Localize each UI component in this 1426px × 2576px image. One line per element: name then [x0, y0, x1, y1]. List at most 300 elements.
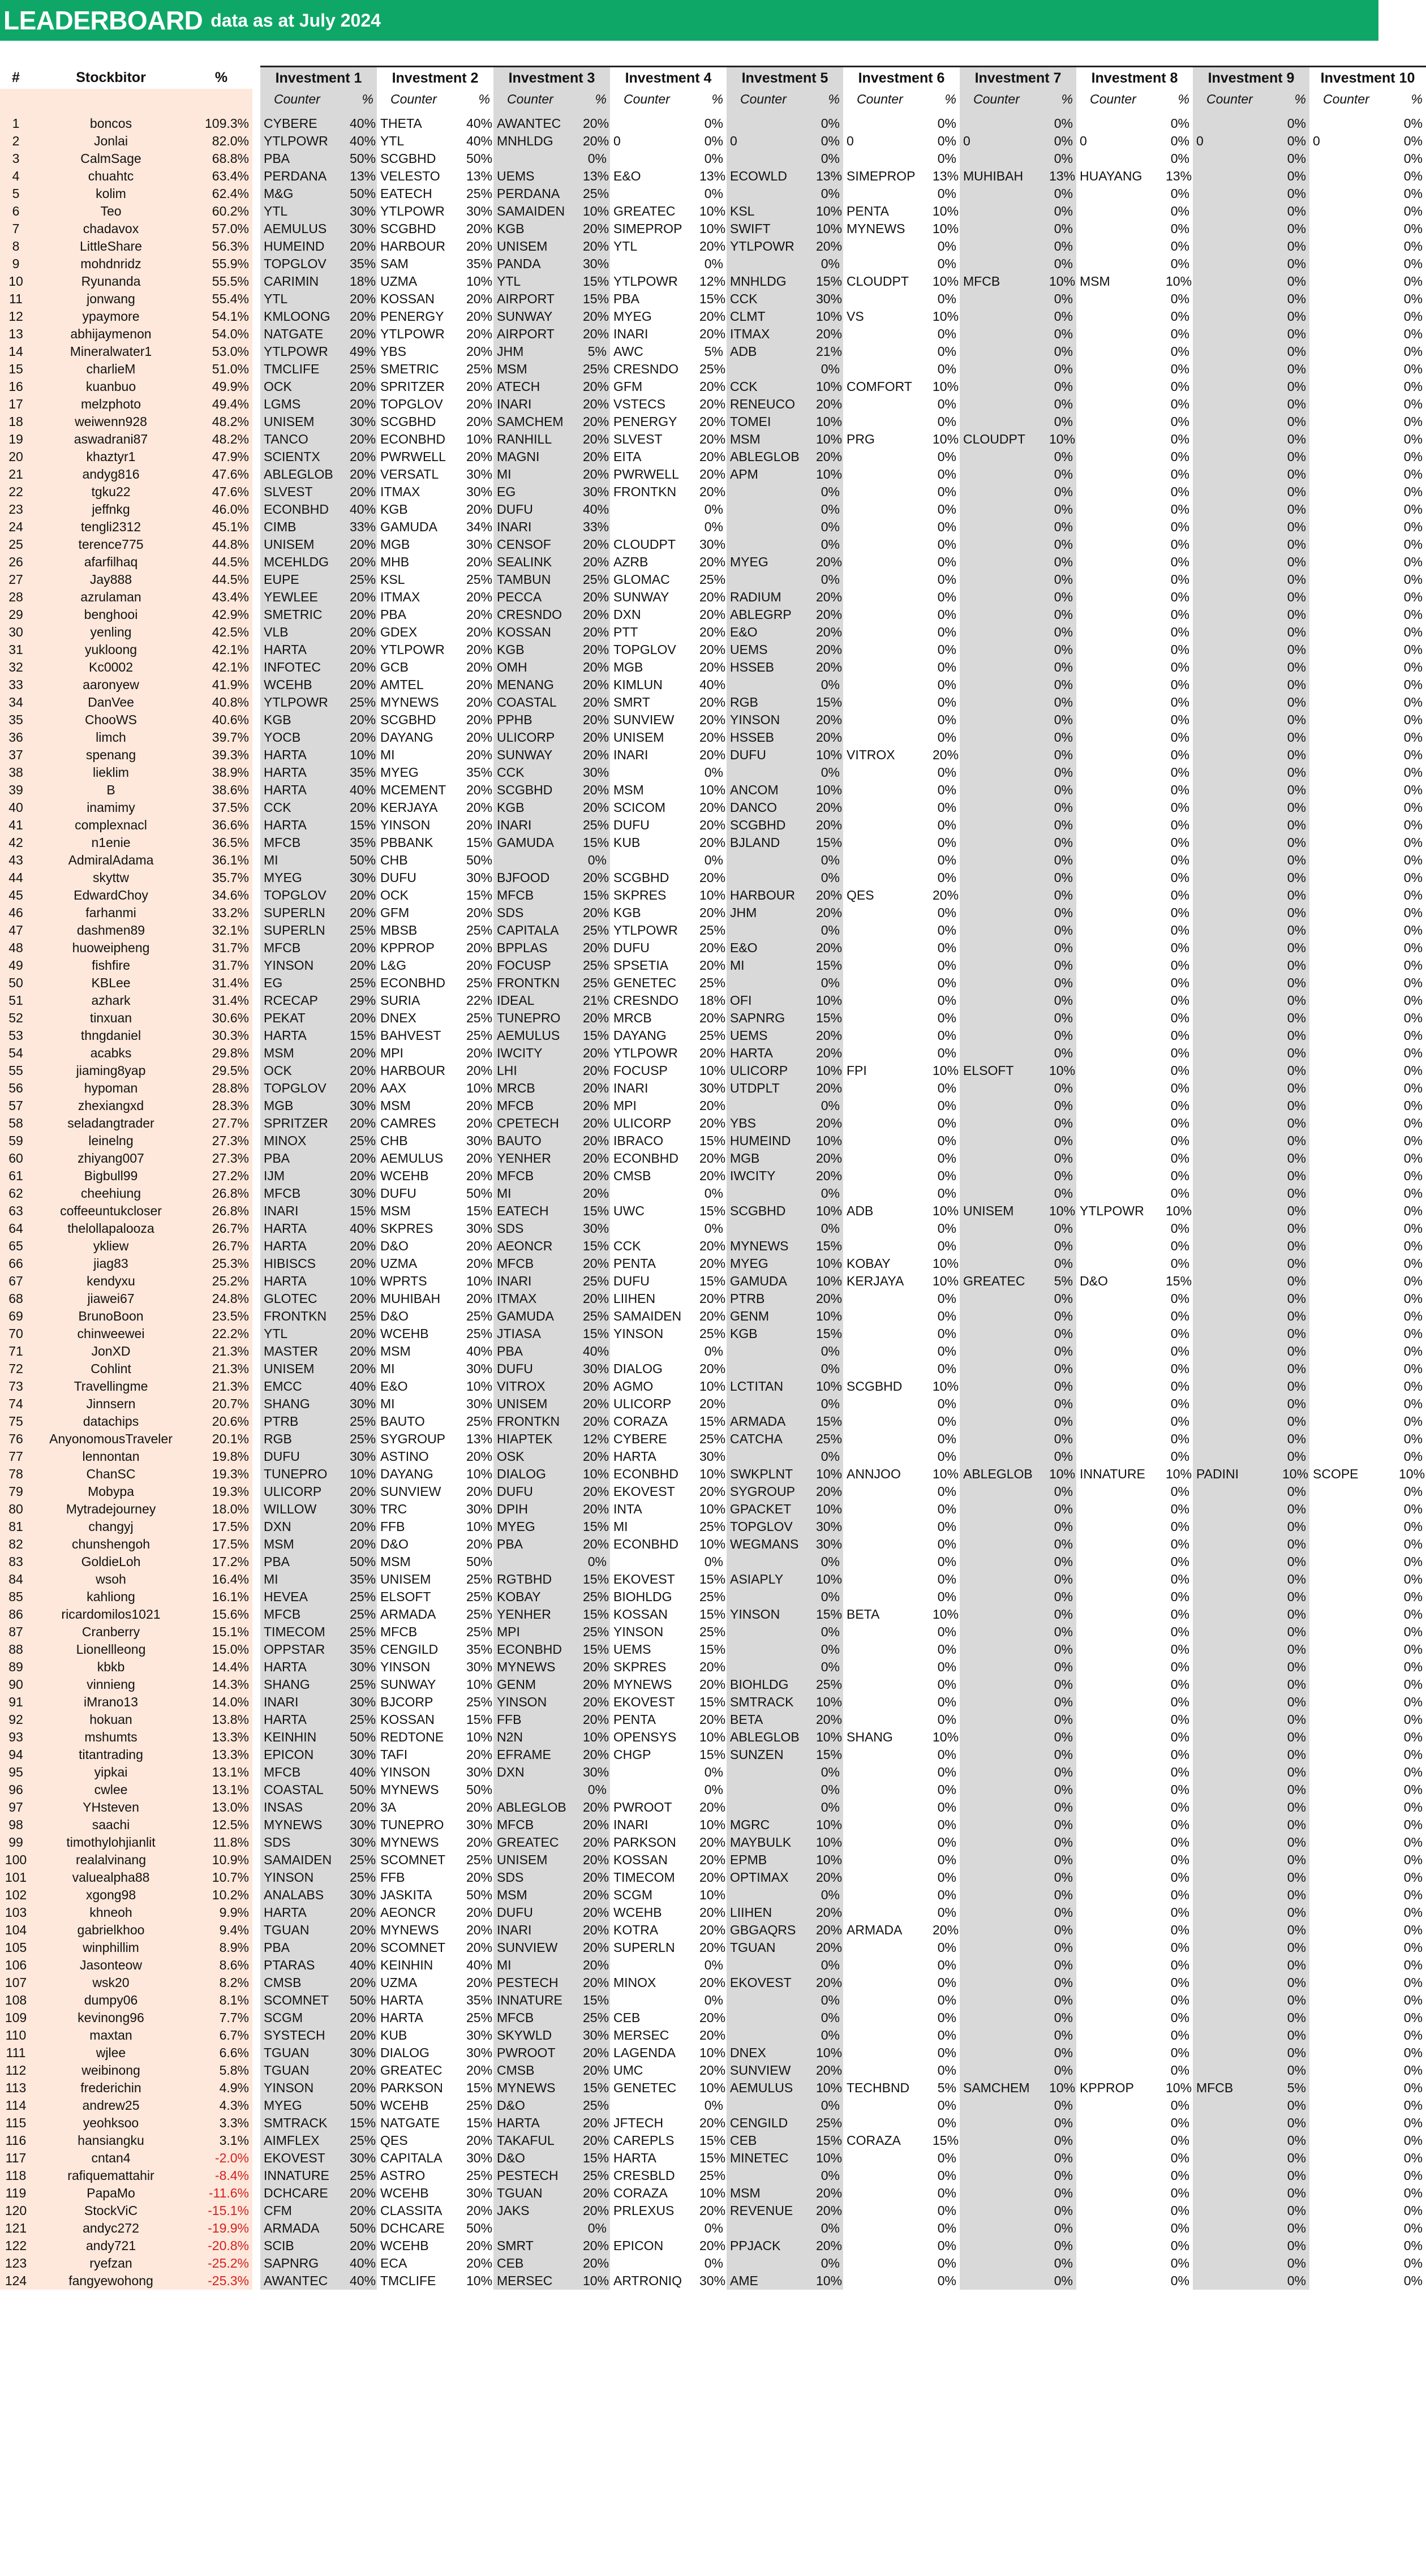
- counter-cell: MSM: [727, 431, 813, 448]
- allocation-cell: 25%: [813, 2114, 843, 2132]
- allocation-cell: 0%: [1403, 1046, 1423, 1060]
- stockbitor-name: fishfire: [32, 957, 190, 974]
- allocation-cell: 10%: [466, 1730, 493, 1744]
- allocation-cell: 0%: [1279, 1325, 1309, 1343]
- counter-cell: [1076, 746, 1162, 764]
- counter-cell: PPJACK: [727, 2237, 813, 2255]
- counter-cell: [727, 150, 813, 167]
- allocation-cell: 0%: [813, 869, 843, 887]
- counter-cell: [1309, 1080, 1395, 1097]
- counter-cell: [960, 571, 1046, 588]
- counter-cell: [1076, 1939, 1162, 1956]
- allocation-cell: 50%: [346, 1781, 377, 1799]
- allocation-cell: 10%: [813, 203, 843, 220]
- header-row-subheaders: [0, 89, 1426, 109]
- counter-cell: CEB: [493, 2255, 579, 2272]
- counter-cell: [1193, 992, 1279, 1009]
- allocation-cell: 0%: [1046, 360, 1076, 378]
- counter-cell: [1309, 1921, 1395, 1939]
- allocation-cell: 0%: [1279, 325, 1309, 343]
- counter-cell: [1193, 1623, 1279, 1641]
- allocation-cell: 0%: [1046, 378, 1076, 395]
- counter-cell: UNISEM: [613, 730, 664, 745]
- allocation-cell: 20%: [579, 676, 610, 694]
- separator-cell: [252, 185, 260, 203]
- allocation-cell: 13%: [346, 167, 377, 185]
- counter-cell: VERSATL: [380, 467, 439, 481]
- allocation-cell: 0%: [937, 572, 956, 587]
- return-cell: 38.6%: [190, 781, 252, 799]
- counter-cell: [1193, 1553, 1279, 1571]
- allocation-cell: 0%: [1403, 2203, 1423, 2218]
- counter-cell: INARI: [493, 816, 579, 834]
- allocation-cell: 0%: [1279, 536, 1309, 553]
- counter-cell: [843, 922, 929, 939]
- counter-cell: [960, 816, 1046, 834]
- stockbitor-name: valuealpha88: [32, 1869, 190, 1886]
- stockbitor-name: frederichin: [32, 2079, 190, 2097]
- counter-cell: [1309, 1448, 1395, 1465]
- counter-cell: [1193, 1974, 1279, 1992]
- stockbitor-name: yeohksoo: [32, 2114, 190, 2132]
- counter-cell: WCEHB: [380, 1168, 429, 1183]
- counter-cell: ABLEGLOB: [493, 1799, 579, 1816]
- counter-cell: [1309, 1360, 1395, 1378]
- allocation-cell: 20%: [579, 781, 610, 799]
- counter-cell: MGRC: [727, 1816, 813, 1834]
- separator-cell: [252, 641, 260, 659]
- stockbitor-name: thngdaniel: [32, 1027, 190, 1044]
- allocation-cell: 0%: [937, 660, 956, 674]
- allocation-cell: 0%: [1279, 1343, 1309, 1360]
- allocation-cell: 0%: [1170, 660, 1189, 674]
- counter-cell: [1193, 360, 1279, 378]
- allocation-cell: 0%: [1403, 1326, 1423, 1341]
- allocation-cell: 0%: [1403, 1063, 1423, 1078]
- separator-cell: [252, 167, 260, 185]
- allocation-cell: 20%: [346, 1360, 377, 1378]
- allocation-cell: 0%: [579, 1781, 610, 1799]
- allocation-cell: 0%: [1279, 729, 1309, 746]
- counter-cell: [843, 290, 929, 308]
- allocation-cell: 20%: [466, 1256, 493, 1271]
- allocation-cell: 0%: [1170, 1923, 1189, 1937]
- allocation-cell: 10%: [699, 221, 726, 236]
- allocation-cell: 0%: [813, 1623, 843, 1641]
- counter-cell: JFTECH: [613, 2115, 664, 2130]
- allocation-cell: 20%: [579, 641, 610, 659]
- counter-cell: SCGBHD: [493, 781, 579, 799]
- counter-cell: [843, 1220, 929, 1237]
- counter-cell: MYEG: [613, 309, 652, 324]
- counter-cell: [960, 904, 1046, 922]
- allocation-cell: 25%: [579, 571, 610, 588]
- counter-cell: YINSON: [260, 1869, 346, 1886]
- counter-cell: [1076, 1816, 1162, 1834]
- counter-cell: [1076, 2044, 1162, 2062]
- allocation-cell: 0%: [1403, 782, 1423, 797]
- allocation-cell: 10%: [933, 1203, 959, 1218]
- counter-cell: [960, 1360, 1046, 1378]
- table-row: [0, 536, 1426, 553]
- counter-cell: [1193, 2272, 1279, 2290]
- rank-cell: 51: [0, 992, 32, 1009]
- counter-cell: [1193, 1325, 1279, 1343]
- counter-cell: [1309, 2027, 1395, 2044]
- allocation-cell: 0%: [1279, 1921, 1309, 1939]
- counter-cell: YINSON: [613, 1624, 664, 1639]
- allocation-cell: 0%: [1046, 1150, 1076, 1167]
- rank-cell: 85: [0, 1588, 32, 1606]
- counter-cell: [1076, 1097, 1162, 1115]
- stockbitor-name: mshumts: [32, 1728, 190, 1746]
- counter-cell: [843, 1308, 929, 1325]
- counter-cell: [843, 2237, 929, 2255]
- counter-cell: GREATEC: [613, 204, 676, 218]
- separator-cell: [252, 1185, 260, 1202]
- allocation-cell: 20%: [579, 2202, 610, 2220]
- table-row: [0, 834, 1426, 852]
- allocation-cell: 0%: [1046, 203, 1076, 220]
- return-cell: 55.5%: [190, 273, 252, 290]
- allocation-cell: 0%: [813, 1764, 843, 1781]
- allocation-cell: 0%: [937, 1677, 956, 1692]
- allocation-cell: 0%: [937, 1081, 956, 1095]
- allocation-cell: 20%: [579, 395, 610, 413]
- counter-cell: [960, 2027, 1046, 2044]
- counter-cell: RGTBHD: [493, 1571, 579, 1588]
- counter-cell: [960, 1308, 1046, 1325]
- allocation-cell: 0%: [1403, 1747, 1423, 1762]
- allocation-cell: 20%: [813, 1167, 843, 1185]
- allocation-cell: 0%: [1279, 641, 1309, 659]
- table-row: [0, 1588, 1426, 1606]
- allocation-cell: 0%: [1403, 1309, 1423, 1323]
- counter-cell: [1193, 1816, 1279, 1834]
- counter-cell: [610, 1185, 696, 1202]
- counter-cell: 0: [847, 134, 854, 148]
- allocation-cell: 0%: [1279, 1115, 1309, 1132]
- allocation-cell: 0%: [937, 1449, 956, 1464]
- allocation-cell: 0%: [1403, 1993, 1423, 2007]
- counter-cell: MSM: [727, 2184, 813, 2202]
- counter-cell: WCEHB: [380, 2098, 429, 2113]
- counter-cell: [1309, 2255, 1395, 2272]
- counter-cell: [1193, 1606, 1279, 1623]
- allocation-cell: 40%: [579, 501, 610, 518]
- counter-cell: DNEX: [380, 1010, 416, 1025]
- counter-cell: HARTA: [260, 781, 346, 799]
- stockbitor-name: chunshengoh: [32, 1536, 190, 1553]
- counter-cell: [1076, 448, 1162, 466]
- allocation-cell: 20%: [466, 730, 493, 745]
- stockbitor-name: tinxuan: [32, 1009, 190, 1027]
- counter-cell: [843, 1518, 929, 1536]
- allocation-cell: 20%: [466, 800, 493, 815]
- allocation-cell: 20%: [699, 607, 726, 622]
- allocation-cell: 10%: [813, 1500, 843, 1518]
- allocation-cell: 20%: [699, 2238, 726, 2253]
- allocation-cell: 30%: [579, 1360, 610, 1378]
- counter-cell: FRONTKN: [613, 484, 677, 499]
- table-row: [0, 1290, 1426, 1308]
- allocation-cell: 25%: [466, 362, 493, 376]
- counter-cell: [1193, 448, 1279, 466]
- allocation-cell: 0%: [937, 1186, 956, 1201]
- allocation-cell: 25%: [579, 360, 610, 378]
- allocation-cell: 0%: [1403, 2080, 1423, 2095]
- allocation-cell: 15%: [579, 290, 610, 308]
- counter-cell: [960, 501, 1046, 518]
- counter-cell: HIBISCS: [260, 1255, 346, 1272]
- allocation-cell: 20%: [466, 1923, 493, 1937]
- allocation-cell: 25%: [579, 2097, 610, 2114]
- counter-cell: MSM: [380, 1344, 411, 1358]
- counter-cell: [960, 939, 1046, 957]
- allocation-cell: 20%: [579, 659, 610, 676]
- counter-cell: ARTRONIQ: [613, 2273, 682, 2288]
- allocation-cell: 30%: [346, 2149, 377, 2167]
- counter-cell: CENGILD: [727, 2114, 813, 2132]
- counter-cell: [843, 1430, 929, 1448]
- rank-cell: 21: [0, 466, 32, 483]
- table-row: [0, 325, 1426, 343]
- stockbitor-name: chuahtc: [32, 167, 190, 185]
- allocation-cell: 20%: [699, 625, 726, 639]
- counter-cell: [843, 360, 929, 378]
- rank-cell: 46: [0, 904, 32, 922]
- rank-cell: 20: [0, 448, 32, 466]
- separator-cell: [252, 1992, 260, 2009]
- allocation-cell: 0%: [1403, 940, 1423, 955]
- allocation-cell: 20%: [346, 606, 377, 623]
- counter-cell: [1076, 1325, 1162, 1343]
- allocation-cell: 20%: [579, 1886, 610, 1904]
- allocation-cell: 20%: [466, 502, 493, 517]
- separator-cell: [252, 1939, 260, 1956]
- counter-cell: YTLPOWR: [260, 132, 346, 150]
- counter-cell: [1309, 1132, 1395, 1150]
- counter-cell: RANHILL: [493, 431, 579, 448]
- stockbitor-name: hokuan: [32, 1711, 190, 1728]
- allocation-cell: 0%: [1170, 1659, 1189, 1674]
- allocation-cell: 0%: [1046, 2220, 1076, 2237]
- stockbitor-name: boncos: [32, 115, 190, 132]
- counter-cell: UTDPLT: [727, 1080, 813, 1097]
- allocation-cell: 0%: [1170, 519, 1189, 534]
- allocation-cell: 30%: [346, 1834, 377, 1851]
- table-row: [0, 1886, 1426, 1904]
- counter-cell: [1193, 483, 1279, 501]
- rank-cell: 31: [0, 641, 32, 659]
- allocation-cell: 20%: [466, 1449, 493, 1464]
- table-row: [0, 483, 1426, 501]
- table-row: [0, 1483, 1426, 1500]
- allocation-cell: 0%: [1170, 1712, 1189, 1727]
- allocation-cell: 15%: [933, 2133, 959, 2148]
- allocation-cell: 0%: [1403, 554, 1423, 569]
- counter-cell: PARKSON: [380, 2080, 443, 2095]
- allocation-cell: 20%: [579, 606, 610, 623]
- stockbitor-name: CalmSage: [32, 150, 190, 167]
- allocation-cell: 0%: [1170, 712, 1189, 727]
- counter-cell: [1309, 1536, 1395, 1553]
- counter-cell: FFB: [380, 1519, 405, 1534]
- counter-cell: SUNVIEW: [380, 1484, 441, 1499]
- allocation-cell: 50%: [466, 1186, 493, 1201]
- counter-cell: BAUTO: [380, 1414, 425, 1429]
- allocation-cell: 0%: [1279, 2184, 1309, 2202]
- counter-cell: [960, 1676, 1046, 1693]
- counter-cell: BJCORP: [380, 1695, 433, 1709]
- counter-cell: EKOVEST: [613, 1484, 675, 1499]
- allocation-cell: 20%: [466, 449, 493, 464]
- counter-cell: SAMCHEM: [960, 2079, 1046, 2097]
- rank-cell: 96: [0, 1781, 32, 1799]
- return-cell: 39.7%: [190, 729, 252, 746]
- allocation-cell: 0%: [1279, 1044, 1309, 1062]
- allocation-cell: 40%: [466, 134, 493, 148]
- counter-cell: [727, 764, 813, 781]
- stockbitor-name: Mytradejourney: [32, 1500, 190, 1518]
- counter-cell: [610, 1764, 696, 1781]
- counter-cell: [1309, 1413, 1395, 1430]
- allocation-cell: 20%: [699, 1396, 726, 1411]
- allocation-cell: 0%: [1046, 834, 1076, 852]
- counter-cell: [1309, 1272, 1395, 1290]
- separator-cell: [252, 2220, 260, 2237]
- counter-cell: [960, 238, 1046, 255]
- allocation-cell: 20%: [466, 607, 493, 622]
- allocation-cell: 15%: [813, 1746, 843, 1764]
- allocation-cell: 20%: [933, 888, 959, 902]
- counter-cell: [843, 1027, 929, 1044]
- table-row: [0, 1202, 1426, 1220]
- separator-cell: [252, 2079, 260, 2097]
- counter-cell: HARTA: [260, 1658, 346, 1676]
- stockbitor-name: KBLee: [32, 974, 190, 992]
- counter-cell: KSL: [727, 203, 813, 220]
- allocation-cell: 0%: [937, 397, 956, 411]
- counter-cell: YTLPOWR: [613, 1046, 678, 1060]
- allocation-cell: 20%: [579, 588, 610, 606]
- counter-cell: SIMEPROP: [847, 169, 916, 183]
- allocation-cell: 0%: [1046, 518, 1076, 536]
- counter-cell: MSM: [260, 1536, 346, 1553]
- counter-cell: MI: [380, 1361, 395, 1376]
- allocation-cell: 0%: [1279, 1992, 1309, 2009]
- allocation-cell: 0%: [1403, 256, 1423, 271]
- counter-cell: APM: [727, 466, 813, 483]
- allocation-cell: 20%: [699, 397, 726, 411]
- counter-cell: ASTRO: [380, 2168, 426, 2183]
- separator-cell: [252, 501, 260, 518]
- allocation-cell: 0%: [813, 360, 843, 378]
- counter-cell: [1193, 431, 1279, 448]
- separator-cell: [252, 115, 260, 132]
- counter-cell: KOBAY: [847, 1256, 891, 1271]
- allocation-cell: 0%: [1403, 975, 1423, 990]
- return-cell: 39.3%: [190, 746, 252, 764]
- counter-cell: MASTER: [260, 1343, 346, 1360]
- stockbitor-name: gabrielkhoo: [32, 1921, 190, 1939]
- allocation-cell: 0%: [937, 326, 956, 341]
- return-cell: 20.1%: [190, 1430, 252, 1448]
- counter-cell: YTL: [493, 273, 579, 290]
- counter-cell: [1076, 1343, 1162, 1360]
- rank-cell: 63: [0, 1202, 32, 1220]
- allocation-cell: 0%: [1403, 1449, 1423, 1464]
- counter-cell: [1193, 694, 1279, 711]
- allocation-cell: 0%: [813, 2255, 843, 2272]
- counter-cell: MI: [493, 466, 579, 483]
- counter-cell: [727, 1588, 813, 1606]
- allocation-cell: 0%: [937, 519, 956, 534]
- counter-cell: FFB: [493, 1711, 579, 1728]
- counter-cell: [1076, 325, 1162, 343]
- counter-cell: [1309, 2167, 1395, 2184]
- allocation-cell: 0%: [1170, 432, 1189, 446]
- allocation-cell: 35%: [346, 255, 377, 273]
- allocation-cell: 15%: [699, 2133, 726, 2148]
- table-row: [0, 2062, 1426, 2079]
- allocation-cell: 30%: [466, 1361, 493, 1376]
- counter-cell: [960, 483, 1046, 501]
- separator-cell: [252, 1921, 260, 1939]
- counter-cell: [960, 1185, 1046, 1202]
- allocation-cell: 0%: [1403, 1396, 1423, 1411]
- table-row: [0, 1746, 1426, 1764]
- allocation-cell: 0%: [1279, 887, 1309, 904]
- counter-cell: MYEG: [260, 869, 346, 887]
- counter-cell: [1309, 1185, 1395, 1202]
- counter-cell: [1193, 904, 1279, 922]
- allocation-cell: 0%: [1279, 1009, 1309, 1027]
- table-row: [0, 1097, 1426, 1115]
- allocation-cell: 0%: [1170, 1765, 1189, 1779]
- counter-cell: L&G: [380, 958, 407, 973]
- counter-cell: RCECAP: [260, 992, 346, 1009]
- counter-cell: [727, 2167, 813, 2184]
- counter-cell: [610, 1781, 696, 1799]
- allocation-cell: 0%: [1403, 2098, 1423, 2113]
- table-row: [0, 799, 1426, 816]
- allocation-cell: 0%: [1279, 1202, 1309, 1220]
- table-row: [0, 1360, 1426, 1378]
- separator-cell: [252, 2184, 260, 2202]
- stockbitor-name: khaztyr1: [32, 448, 190, 466]
- counter-cell: [1193, 887, 1279, 904]
- counter-cell: PBA: [493, 1536, 579, 1553]
- counter-cell: [1193, 1237, 1279, 1255]
- allocation-cell: 0%: [1403, 467, 1423, 481]
- allocation-cell: 0%: [1046, 1044, 1076, 1062]
- counter-cell: [843, 2272, 929, 2290]
- allocation-cell: 13%: [1046, 167, 1076, 185]
- allocation-cell: 15%: [699, 1695, 726, 1709]
- counter-cell: [1076, 220, 1162, 238]
- allocation-cell: 0%: [1046, 852, 1076, 869]
- allocation-cell: 0%: [1279, 1430, 1309, 1448]
- allocation-cell: 0%: [1170, 397, 1189, 411]
- counter-cell: [960, 1132, 1046, 1150]
- counter-cell: MERSEC: [493, 2272, 579, 2290]
- counter-cell: [960, 1606, 1046, 1623]
- counter-cell: SCGBHD: [727, 1202, 813, 1220]
- return-cell: 26.8%: [190, 1185, 252, 1202]
- separator-cell: [252, 2202, 260, 2220]
- allocation-cell: 10%: [813, 431, 843, 448]
